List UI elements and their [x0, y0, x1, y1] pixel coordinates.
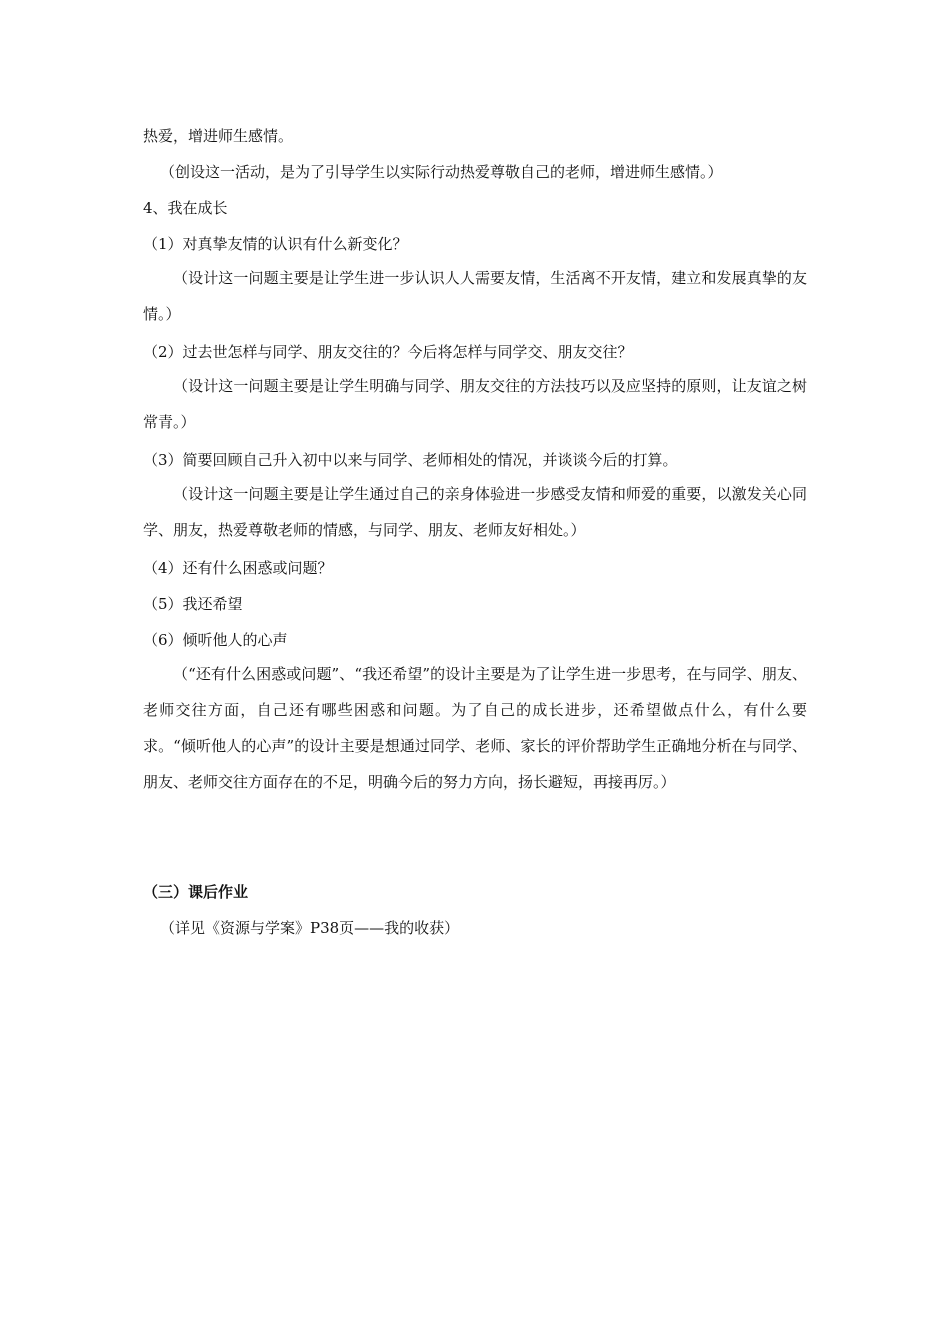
question-2-note: （设计这一问题主要是让学生明确与同学、朋友交往的方法技巧以及应坚持的原则，让友谊之树常青。）: [143, 377, 807, 431]
section-title-growth: 4、我在成长: [143, 199, 228, 217]
paragraph-continuation: 热爱，增进师生感情。: [143, 127, 294, 145]
question-1-note: （设计这一问题主要是让学生进一步认识人人需要友情，生活离不开友情，建立和发展真挚的友情。）: [143, 269, 807, 323]
question-4: （4）还有什么困惑或问题？: [143, 559, 333, 577]
question-6: （6）倾听他人的心声: [143, 631, 288, 649]
question-1: （1）对真挚友情的认识有什么新变化？: [143, 235, 408, 253]
activity-note: （创设这一活动，是为了引导学生以实际行动热爱尊敬自己的老师，增进师生感情。）: [160, 163, 723, 181]
homework-note: （详见《资源与学案》P38页——我的收获）: [160, 919, 460, 937]
question-2: （2）过去世怎样与同学、朋友交往的？今后将怎样与同学交、朋友交往？: [143, 343, 633, 361]
homework-heading: （三）课后作业: [143, 883, 249, 901]
question-3-note: （设计这一问题主要是让学生通过自己的亲身体验进一步感受友情和师爱的重要，以激发关心同学、朋友，热爱尊敬老师的情感，与同学、朋友、老师友好相处。）: [143, 485, 807, 539]
question-5: （5）我还希望: [143, 595, 243, 613]
questions-4-6-note: （“还有什么困惑或问题”、“我还希望”的设计主要是为了让学生进一步思考，在与同学、朋友、老师交往方面，自己还有哪些困惑和问题。为了自己的成长进步，还希望做点什么，有什么要求。“倾听他人的心声”的设计主要是想通过同学、老师、家长的评价帮助学生正确地分析在与同学、朋友、老师交往方面存在的不足，明确今后的努力方向，扬长避短，再接再厉。）: [143, 665, 807, 791]
question-3: （3）简要回顾自己升入初中以来与同学、老师相处的情况，并谈谈今后的打算。: [143, 451, 678, 469]
